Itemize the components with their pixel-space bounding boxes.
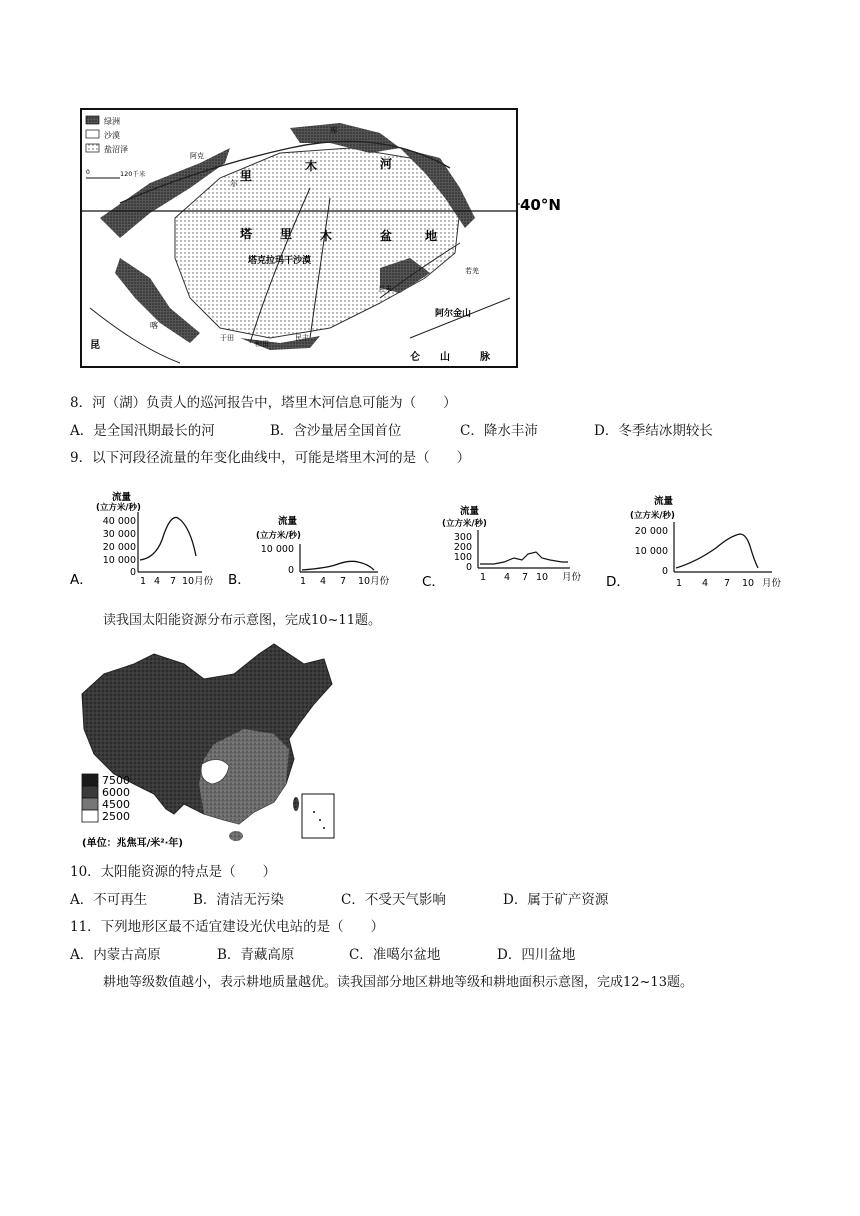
chart-a-xtick-2: 4 — [154, 576, 161, 587]
chart-c-ytick-4: 0 — [465, 562, 472, 573]
tarim-map-svg — [80, 108, 580, 370]
river-char-3: 河 — [380, 157, 393, 171]
chart-d-ytick-3: 0 — [661, 566, 668, 577]
basin-char-1: 塔 — [240, 227, 253, 241]
q10-stem: 10．太阳能资源的特点是（ ） — [70, 864, 277, 880]
chart-a-ytick-4: 10 000 — [102, 555, 136, 566]
chart-d-letter: D． — [606, 574, 630, 590]
solar-resource-map — [74, 634, 340, 852]
chart-a-ytick-3: 20 000 — [102, 542, 136, 553]
q8-option-c: C．降水丰沛 — [460, 423, 538, 439]
chart-a-ytick-1: 40 000 — [102, 516, 136, 527]
chart-a-xtick-3: 7 — [170, 576, 177, 587]
q11-option-b: B．青藏高原 — [217, 947, 295, 963]
chart-d-xtick-4: 10 — [742, 578, 755, 589]
place-label-9: 若羌 — [465, 267, 479, 275]
basin-char-4: 盆 — [380, 229, 393, 243]
q10-option-b: B．清洁无污染 — [193, 892, 284, 908]
mountain-char-1: 昆 — [90, 340, 100, 351]
place-label-7: 民丰 — [295, 334, 309, 342]
chart-c-yunit: (立方米/秒) — [442, 519, 487, 529]
place-label-6: 和田 — [255, 340, 269, 348]
river-char-1: 里 — [240, 169, 253, 183]
svg-text:0: 0 — [86, 169, 90, 176]
chart-b-xtick-4: 10月份 — [358, 576, 390, 587]
tarim-basin-map — [80, 108, 580, 370]
q11-option-d: D．四川盆地 — [497, 947, 576, 963]
desert-label: 塔克拉玛干沙漠 — [248, 256, 312, 266]
place-label-8: 于田 — [220, 334, 234, 342]
chart-d-xtick-5: 月份 — [762, 578, 782, 589]
intro-12-13: 耕地等级数值越小，表示耕地质量越优。读我国部分地区耕地等级和耕地面积示意图，完成12~13题。 — [103, 975, 693, 990]
scale-label: 120千米 — [120, 170, 146, 178]
q8-option-d: D．冬季结冰期较长 — [594, 423, 713, 439]
q11-option-c: C．准噶尔盆地 — [349, 947, 441, 963]
chart-d-yunit: (立方米/秒) — [630, 511, 675, 521]
place-label-5: 且末 — [378, 285, 392, 293]
solar-legend-1: 7500 — [102, 774, 130, 787]
chart-a-letter: A． — [70, 572, 93, 588]
chart-d-xtick-2: 4 — [702, 578, 709, 589]
q9-chart-c — [422, 500, 602, 598]
q10-option-a: A．不可再生 — [70, 892, 148, 908]
place-label-3: 库 — [330, 126, 338, 135]
basin-char-2: 里 — [280, 227, 293, 241]
q9-chart-a — [70, 488, 230, 598]
q11-stem: 11．下列地形区最不适宜建设光伏电站的是（ ） — [70, 919, 385, 935]
chart-a-ytick-5: 0 — [129, 567, 136, 578]
chart-d-ytick-1: 20 000 — [634, 526, 668, 537]
place-label-1: 阿克 — [190, 152, 204, 160]
chart-c-xtick-4: 10 — [536, 572, 549, 583]
chart-d-ytick-2: 10 000 — [634, 546, 668, 557]
chart-d-xtick-3: 7 — [724, 578, 731, 589]
chart-b-ytick-1: 10 000 — [260, 544, 294, 555]
chart-a-yunit: (立方米/秒) — [96, 503, 141, 513]
q10-option-d: D．属于矿产资源 — [503, 892, 609, 908]
q11-option-a: A．内蒙古高原 — [70, 947, 161, 963]
basin-char-5: 地 — [425, 229, 438, 243]
q9-chart-d — [606, 490, 796, 598]
q8-option-a: A．是全国汛期最长的河 — [70, 423, 215, 439]
place-label-2: 喀 — [150, 321, 158, 330]
chart-b-xtick-2: 4 — [320, 576, 327, 587]
intro-10-11: 读我国太阳能资源分布示意图，完成10~11题。 — [103, 613, 381, 628]
altun-mountains-label: 阿尔金山 — [435, 309, 472, 319]
chart-c-ytick-1: 300 — [453, 532, 472, 543]
mountain-char-3: 山 — [440, 352, 450, 363]
chart-a-ylabel: 流量 — [112, 492, 132, 503]
q8-stem: 8．河（湖）负责人的巡河报告中，塔里木河信息可能为（ ） — [70, 395, 457, 411]
q8-option-b: B．含沙量居全国首位 — [270, 423, 402, 439]
basin-char-3: 木 — [320, 229, 333, 243]
chart-b-xtick-1: 1 — [300, 576, 307, 587]
chart-d-xtick-1: 1 — [676, 578, 683, 589]
chart-c-letter: C． — [422, 574, 445, 590]
q9-stem: 9．以下河段径流量的年变化曲线中，可能是塔里木河的是（ ） — [70, 450, 471, 466]
solar-legend-3: 4500 — [102, 798, 130, 811]
legend-desert: 沙漠 — [104, 131, 120, 140]
chart-b-xtick-3: 7 — [340, 576, 347, 587]
chart-b-ytick-2: 0 — [287, 565, 294, 576]
chart-b-ylabel: 流量 — [278, 516, 298, 527]
chart-c-xtick-3: 7 — [522, 572, 529, 583]
solar-unit-label: (单位：兆焦耳/米²·年) — [82, 838, 183, 849]
chart-d-ylabel: 流量 — [654, 496, 674, 507]
chart-c-xtick-2: 4 — [504, 572, 511, 583]
mountain-char-4: 脉 — [480, 352, 490, 363]
solar-legend-2: 6000 — [102, 786, 130, 799]
chart-a-ytick-2: 30 000 — [102, 529, 136, 540]
legend-oasis: 绿洲 — [104, 117, 120, 126]
legend-salt-marsh: 盐沼泽 — [104, 145, 128, 154]
q10-option-c: C．不受天气影响 — [341, 892, 446, 908]
chart-a-xtick-1: 1 — [140, 576, 147, 587]
place-label-4: 尔 — [230, 179, 238, 188]
solar-legend-4: 2500 — [102, 810, 130, 823]
chart-c-ytick-2: 200 — [453, 542, 472, 553]
chart-b-yunit: (立方米/秒) — [256, 531, 301, 541]
latitude-label: 40°N — [520, 196, 561, 214]
chart-c-xtick-5: 月份 — [562, 572, 582, 583]
mountain-char-2: 仑 — [410, 352, 420, 363]
chart-c-ylabel: 流量 — [460, 506, 480, 517]
chart-b-letter: B． — [228, 572, 251, 588]
chart-a-xtick-4: 10月份 — [182, 576, 214, 587]
river-char-2: 木 — [305, 159, 318, 173]
q9-chart-b — [228, 500, 418, 598]
chart-c-ytick-3: 100 — [453, 552, 472, 563]
chart-c-xtick-1: 1 — [480, 572, 487, 583]
